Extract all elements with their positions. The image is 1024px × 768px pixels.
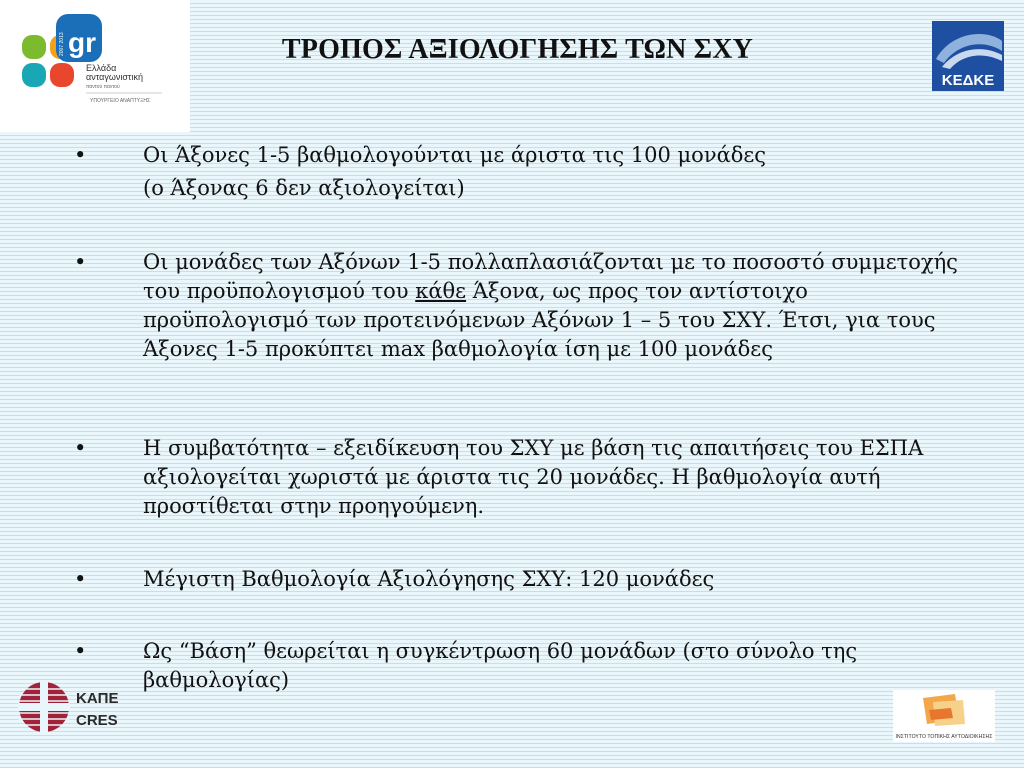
bullet-1-symbol: • — [74, 143, 87, 167]
institute-caption: ΙΝΣΤΙΤΟΥΤΟ ΤΟΠΙΚΗΣ ΑΥΤΟΔΙΟΙΚΗΣΗΣ — [895, 734, 993, 740]
greece-competitive-logo-graphic — [0, 0, 190, 132]
gr-line4: ΥΠΟΥΡΓΕΙΟ ΑΝΑΠΤΥΞΗΣ — [90, 98, 151, 104]
slide-title: ΤΡΟΠΟΣ ΑΞΙΟΛΟΓΗΣΗΣ ΤΩΝ ΣΧΥ — [281, 34, 754, 65]
bullet-1-text — [143, 141, 963, 203]
gr-line3: παντού παντού — [86, 84, 120, 90]
gr-mark: gr — [68, 27, 96, 58]
gr-line2: ανταγωνιστική — [86, 72, 143, 82]
kape-line2: CRES — [76, 712, 118, 729]
bullet-2-text-emphasis: κάθε — [415, 279, 467, 303]
kedke-logo-graphic — [932, 21, 1004, 91]
bullet-2-symbol: • — [74, 250, 87, 274]
kedke-logo — [932, 21, 1004, 91]
kape-cres-logo — [18, 672, 128, 742]
bullet-3-text: Η συμβατότητα – εξειδίκευση του ΣΧΥ με βάση τις απαιτήσεις του ΕΣΠΑ αξιολογείται χωριστά με άριστα τις 20 μονάδες. Η βαθμολογία αυτή προστίθεται στην προηγούμενη. — [143, 436, 924, 518]
greece-competitive-logo — [0, 0, 190, 132]
kedke-text: ΚΕΔΚΕ — [941, 72, 995, 89]
gr-line1: Ελλάδα — [86, 63, 117, 73]
bullet-2-text — [143, 248, 963, 364]
bullet-5-symbol: • — [74, 639, 87, 663]
local-government-institute-logo — [893, 690, 995, 742]
bullet-5-text: Ως “Βάση” θεωρείται η συγκέντρωση 60 μονάδων (στο σύνολο της βαθμολογίας) — [143, 639, 858, 692]
bullet-1-line1: Οι Άξονες 1-5 βαθμολογούνται με άριστα τις 100 μονάδες — [143, 143, 767, 167]
bullet-4-text: Μέγιστη Βαθμολογία Αξιολόγησης ΣΧΥ: 120 μονάδες — [143, 567, 715, 591]
bullet-4-symbol: • — [74, 567, 87, 591]
bullet-3-symbol: • — [74, 436, 87, 460]
institute-logo-graphic — [893, 690, 995, 742]
kape-cres-logo-graphic — [18, 672, 128, 742]
bullet-2-text-pre: Οι μονάδες των Αξόνων 1-5 πολλαπλασιάζονται με το ποσοστό συμμετοχής του προϋπολογισμού του — [143, 250, 958, 303]
bullet-1-line2: (ο Άξονας 6 δεν αξιολογείται) — [143, 176, 465, 200]
gr-years: 2007 2013 — [59, 32, 65, 56]
kape-line1: ΚΑΠΕ — [76, 690, 119, 707]
bullet-2-text-post: Άξονα, ως προς τον αντίστοιχο προϋπολογισμό των προτεινόμενων Αξόνων 1 – 5 του ΣΧΥ. Έτσι, για τους Άξονες 1-5 προκύπτει max βαθμολογία ίση με 100 μονάδες — [143, 279, 936, 361]
